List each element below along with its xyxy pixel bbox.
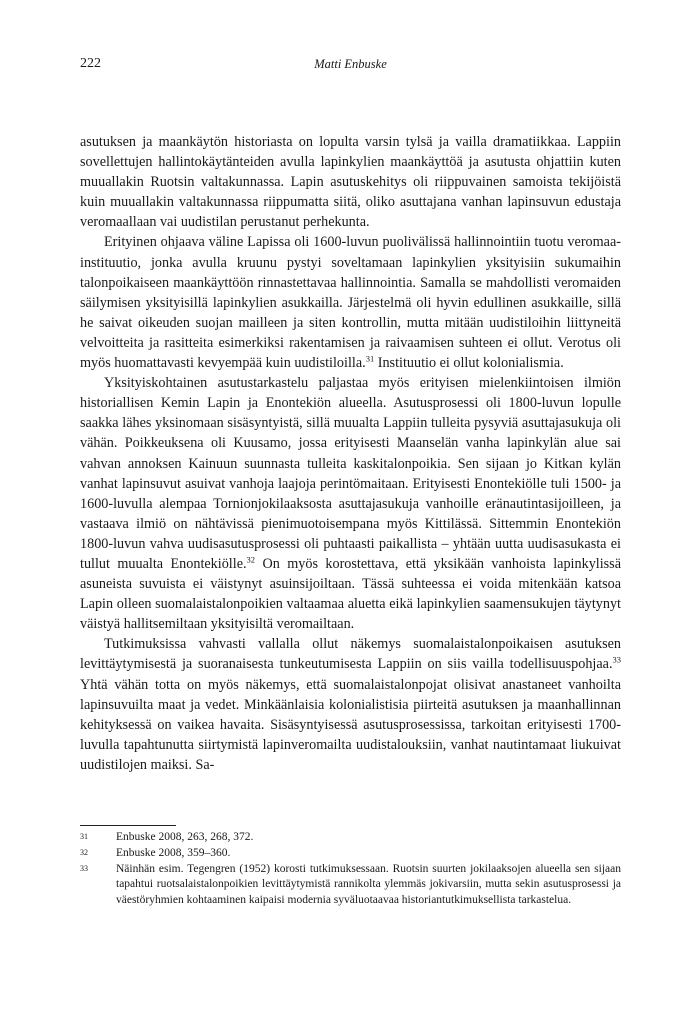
footnote-marker[interactable]: 31 <box>365 353 375 364</box>
footnote-number: 32 <box>80 847 88 857</box>
paragraph <box>80 132 621 232</box>
text-segment: On myös korostettava, että yksikään vanhoista lapinkylissä asuneista suvuista ei väistynyt asuinsijoiltaan. Tässä suhteessa ei voida mitenkään katsoa Lapin olleen suomalaistalonpoikien valtaamaa aluetta eikä lapinkylien saamensukujen täytynyt väistyä hallitsemiltaan yksityisiltä veromailtaan. <box>80 555 622 633</box>
text-segment: Erityinen ohjaava väline Lapissa oli 1600-luvun puolivälissä hallinnointiin tuotu veromaa-instituutio, jonka avulla kruunu pystyi soveltamaan lapinkylien yksityisiin sukumaihin talonpoikaiseen maankäyttöön rinnastettavaa hallinnointia. Samalla se mahdollisti veromaiden säilymisen yksityisillä lapinkylien asukkailla. Järjestelmä oli hyvin edullinen asukkaille, sillä he saivat oikeuden suojan mailleen ja siten kontrollin, mutta mitään uudistiloihin liittyneitä velvoitteita ja rasitteita esimerkiksi rakentamisen ja raivaamisen suhteen ei ollut. Verotus oli myös huomattavasti kevyempää kuin uudistiloilla. <box>80 234 621 372</box>
footnote <box>80 830 621 846</box>
footnote-number: 33 <box>80 863 88 873</box>
footnote <box>80 862 621 909</box>
page-header <box>80 56 621 76</box>
body-text <box>80 132 621 775</box>
paragraph <box>80 232 621 373</box>
footnote-marker[interactable]: 32 <box>246 554 256 565</box>
footnotes <box>80 830 621 909</box>
footnote-text: Enbuske 2008, 263, 268, 372. <box>116 831 254 843</box>
text-segment: Yhtä vähän totta on myös näkemys, että suomalaistalonpojat olisivat anastaneet vanhoilta lapinsuvuilta maat ja vedet. Minkäänlaisia kolonialistisia piirteitä asutuksen ja maanhallinnan kehityksessä on vaikea havaita. Sisäsyntyisessä asutusprosessissa, tarkoitan erityisesti 1700-luvulla tapahtunutta siirtymistä lapinveromailta uudistalouksiin, vanhat nautintamaat liukuivat uudistilojen maiksi. Sa- <box>80 676 621 773</box>
footnote <box>80 846 621 862</box>
text-segment: Tutkimuksissa vahvasti vallalla ollut näkemys suomalaistalonpoikaisen asutuksen levittäytymisestä ja suoranaisesta tunkeutumisesta Lappiin on siis vailla todellisuuspohjaa. <box>80 636 621 673</box>
footnote-text: Näinhän esim. Tegengren (1952) korosti tutkimuksessaan. Ruotsin suurten jokilaaksojen alueella sen sijaan tapahtui ruotsalaistalonpoikien levittäytymistä rannikolta ylemmäs jokivarsiin, mutta sekin asutusprosessi ja väestöryhmien kohtaaminen kaipaisi modernia syväluotaavaa historiantutkimuksellista tarkastelua. <box>116 862 621 907</box>
paragraph <box>80 373 621 634</box>
text-segment: asutuksen ja maankäytön historiasta on lopulta varsin tylsä ja vailla dramatiikkaa. Lappiin sovellettujen hallintokäytänteiden avulla lapinkylien maankäyttöä ja asutusta ohjattiin kuten muuallakin Ruotsin valtakunnassa. Lapin asutuskehitys oli riippuvainen samoista tekijöistä kuin muuallakin valtakunnassa riippumatta siitä, oliko asuttajana vanhan lapinsuvun edustaja veromaallaan vai uudistilan perustanut perhekunta. <box>80 134 621 231</box>
text-segment: Yksityiskohtainen asutustarkastelu paljastaa myös erityisen mielenkiintoisen ilmiön historiallisen Kemin Lapin ja Enontekiön alueella. Asutusprosessi oli 1800-luvun lopulle saakka lähes yksinomaan sisäsyntyistä, sillä muualta Lappiin tulleita pysyviä asuttajasukuja oli vähän. Poikkeuksena oli Kuusamo, jossa erityisesti Maanselän vanha lapinkylän alue sai vahvan annoksen Kainuun suunnasta tulleita kaskitalonpoikia. Sen sijaan jo Kitkan kylän vanhat lapinsuvut asuivat vanhoja laajoja perintömaitaan. Erityisesti Enontekiölle tuli 1500- ja 1600-luvulla alempaa Tornionjokilaaksosta asuttajasukuja vanhoille eränautintasijoilleen, ja vastaava ilmiö on nähtävissä pienimuotoisempana myös Kittilässä. Sittemmin Enontekiön 1800-luvun vahva uudisasutusprosessi oli puhtaasti paikallista – yhtään uutta uudisasukasta ei tullut muualta Enontekiölle. <box>80 375 621 572</box>
page-number: 222 <box>80 56 101 71</box>
text-segment: Instituutio ei ollut kolonialismia. <box>374 355 564 372</box>
footnote-marker[interactable]: 33 <box>612 654 621 665</box>
footnote-rule <box>80 825 176 826</box>
footnote-number: 31 <box>80 832 88 841</box>
paragraph <box>80 634 621 775</box>
running-head: Matti Enbuske <box>314 57 387 71</box>
footnote-text: Enbuske 2008, 359–360. <box>116 846 231 859</box>
